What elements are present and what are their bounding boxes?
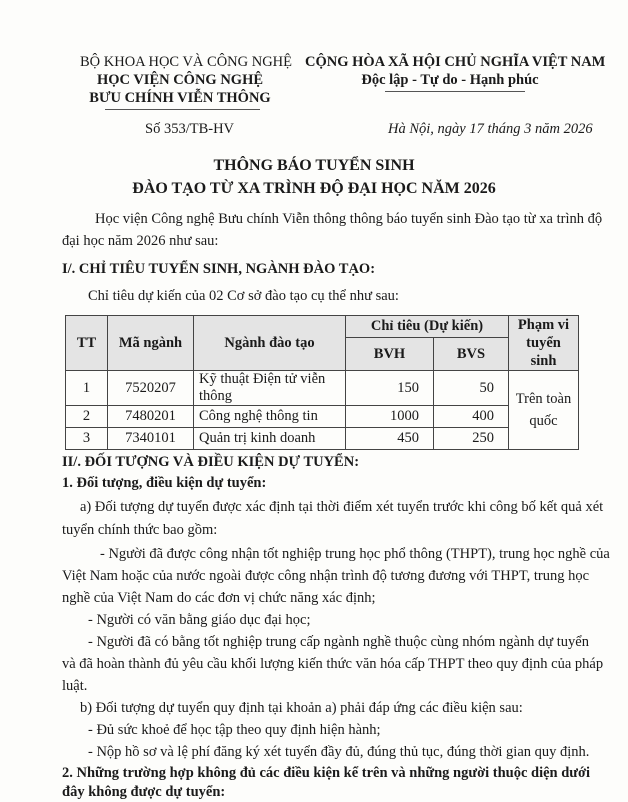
document-number: Số 353/TB-HV <box>145 121 235 137</box>
table-row <box>66 406 579 428</box>
body-line: Việt Nam hoặc của nước ngoài được công nhận trình độ tương đương với THPT, trung học <box>62 568 590 584</box>
cell-code: 7480201 <box>108 406 194 428</box>
section-1-heading: I/. CHỈ TIÊU TUYỂN SINH, NGÀNH ĐÀO TẠO: <box>62 261 376 277</box>
body-line: a) Đối tượng dự tuyển được xác định tại thời điểm xét tuyển trước khi công bố kết quả xét <box>80 499 604 515</box>
cell-bvs: 50 <box>433 371 508 406</box>
body-line: - Người đã có bằng tốt nghiệp trung cấp ngành nghề thuộc cùng nhóm ngành dự tuyển <box>88 634 589 650</box>
cell-scope: Trên toàn quốc <box>509 371 579 450</box>
ministry: BỘ KHOA HỌC VÀ CÔNG NGHỆ <box>80 54 293 70</box>
subsection-2-heading-line-2: đây không được dự tuyển: <box>62 784 226 800</box>
cell-bvh: 1000 <box>346 406 434 428</box>
header-bvs: BVS <box>433 338 508 371</box>
header-quota: Chỉ tiêu (Dự kiến) <box>346 316 509 338</box>
header-code: Mã ngành <box>108 316 194 371</box>
title-line-1: THÔNG BÁO TUYỂN SINH <box>213 157 415 174</box>
header-bvh: BVH <box>346 338 434 371</box>
subsection-2-heading-line-1: 2. Những trường hợp không đủ các điều kiện kể trên và những người thuộc diện dưới <box>62 765 591 781</box>
section-1-text: Chỉ tiêu dự kiến của 02 Cơ sở đào tạo cụ thể như sau: <box>88 288 399 304</box>
institute-name-2: BƯU CHÍNH VIỄN THÔNG <box>89 90 271 106</box>
table-row <box>66 371 579 406</box>
cell-code: 7340101 <box>108 428 194 450</box>
header-major: Ngành đào tạo <box>194 316 346 371</box>
document-date: Hà Nội, ngày 17 tháng 3 năm 2026 <box>388 121 593 137</box>
body-line: luật. <box>62 678 88 694</box>
cell-tt: 2 <box>66 406 108 428</box>
institute-name-1: HỌC VIỆN CÔNG NGHỆ <box>96 72 264 88</box>
cell-bvs: 400 <box>433 406 508 428</box>
quota-table <box>65 315 579 450</box>
intro-line: Học viện Công nghệ Bưu chính Viễn thông thông báo tuyển sinh Đào tạo từ xa trình độ <box>95 211 603 227</box>
subsection-1-heading: 1. Đối tượng, điều kiện dự tuyển: <box>62 475 267 491</box>
cell-bvs: 250 <box>433 428 508 450</box>
intro-line: đại học năm 2026 như sau: <box>62 233 219 249</box>
table-row <box>66 428 579 450</box>
divider <box>385 91 525 92</box>
divider <box>105 109 260 110</box>
body-line: - Đủ sức khoẻ để học tập theo quy định hiện hành; <box>88 722 381 738</box>
title-line-2: ĐÀO TẠO TỪ XA TRÌNH ĐỘ ĐẠI HỌC NĂM 2026 <box>132 180 496 197</box>
cell-major: Công nghệ thông tin <box>194 406 346 428</box>
motto: Độc lập - Tự do - Hạnh phúc <box>361 72 539 88</box>
body-line: tuyển chính thức bao gồm: <box>62 522 218 538</box>
cell-bvh: 450 <box>346 428 434 450</box>
header-tt: TT <box>66 316 108 371</box>
body-line: - Nộp hồ sơ và lệ phí đăng ký xét tuyển đầy đủ, đúng thủ tục, đúng thời gian quy định. <box>88 744 590 760</box>
cell-bvh: 150 <box>346 371 434 406</box>
section-2-heading: II/. ĐỐI TƯỢNG VÀ ĐIỀU KIỆN DỰ TUYỂN: <box>62 454 360 470</box>
cell-major: Quản trị kinh doanh <box>194 428 346 450</box>
cell-major: Kỹ thuật Điện tử viễn thông <box>194 371 346 406</box>
body-line: b) Đối tượng dự tuyển quy định tại khoản a) phải đáp ứng các điều kiện sau: <box>80 700 523 716</box>
body-line: - Người có văn bằng giáo dục đại học; <box>88 612 311 628</box>
cell-code: 7520207 <box>108 371 194 406</box>
cell-tt: 1 <box>66 371 108 406</box>
header-scope: Phạm vi tuyển sinh <box>509 316 579 371</box>
body-line: và đã hoàn thành đủ yêu cầu khối lượng kiến thức văn hóa cấp THPT theo quy định của pháp <box>62 656 604 672</box>
body-line: nghề của Việt Nam do các đơn vị chức năng xác định; <box>62 590 376 606</box>
body-line: - Người đã được công nhận tốt nghiệp trung học phổ thông (THPT), trung học nghề của <box>100 546 610 562</box>
cell-tt: 3 <box>66 428 108 450</box>
country-name: CỘNG HÒA XÃ HỘI CHỦ NGHĨA VIỆT NAM <box>305 54 606 70</box>
